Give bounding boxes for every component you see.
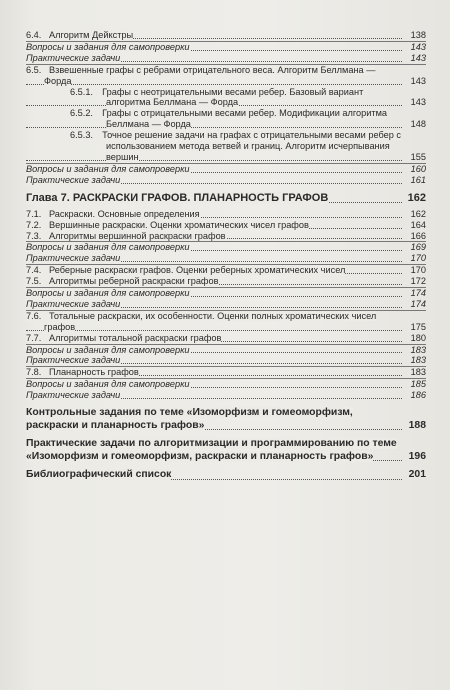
toc-entry-title: 7.1. Раскраски. Основные определения	[26, 208, 200, 219]
toc-entry-title: Вопросы и задания для самопроверки	[26, 163, 190, 174]
toc-page-number: 162	[410, 208, 426, 219]
toc-page-number: 143	[410, 97, 426, 108]
toc-entry-title: Практические задачи	[26, 355, 121, 366]
toc-page-number: 162	[407, 191, 426, 204]
toc-entry-title: 6.5.1. Графы с неотрицательными весами ребер. Базовый вариант алгоритма Беллмана — Форда	[70, 86, 364, 108]
toc-page-number: 155	[410, 151, 426, 162]
toc-entry	[26, 438, 426, 463]
toc-entry	[26, 231, 426, 242]
toc-page-number: 164	[410, 219, 426, 230]
toc-entry	[26, 333, 426, 344]
toc-page-number: 186	[410, 390, 426, 401]
toc-entry	[26, 30, 426, 41]
toc-entry-title: Библиографический список	[26, 469, 172, 481]
toc-page-number: 160	[410, 163, 426, 174]
toc-entry-title: Вопросы и задания для самопроверки	[26, 379, 190, 390]
toc-entry	[26, 87, 426, 109]
toc-entry-title: 7.4. Реберные раскраски графов. Оценки реберных хроматических чисел	[26, 265, 346, 276]
toc-page-number: 143	[410, 41, 426, 52]
toc-entry-title: Практические задачи	[26, 298, 121, 309]
toc-entry-title: 6.5.2. Графы с отрицательными весами ребер. Модификации алгоритма Беллмана — Форда	[70, 108, 388, 130]
toc-page-number: 148	[410, 119, 426, 130]
toc-page-number: 183	[410, 367, 426, 378]
toc-entry	[26, 192, 426, 205]
toc-entry	[26, 241, 426, 253]
toc-page-number: 170	[410, 253, 426, 264]
toc-entry	[26, 264, 426, 276]
toc-entry	[26, 209, 426, 220]
toc-page-number: 201	[408, 469, 426, 481]
toc-entry	[26, 130, 426, 163]
toc-entry	[26, 276, 426, 287]
toc-entry-title: Контрольные задания по теме «Изоморфизм и гомеоморфизм, раскраски и планарность графов»	[26, 407, 353, 431]
toc-page-number: 188	[408, 419, 426, 431]
toc-page-number: 175	[410, 321, 426, 332]
toc-entry	[26, 366, 426, 378]
toc-entry	[26, 310, 426, 333]
toc-page-number: 180	[410, 332, 426, 343]
toc-entry	[26, 355, 426, 366]
toc-page-number: 196	[408, 450, 426, 462]
toc-entry	[26, 163, 426, 175]
toc-entry	[26, 175, 426, 186]
toc-entry	[26, 108, 426, 130]
toc-page-number: 174	[410, 288, 426, 299]
toc-entry	[26, 53, 426, 64]
toc-entry-title: Практические задачи по алгоритмизации и программированию по теме «Изоморфизм и гомеоморфизм, раскраски и планарность графов»	[26, 438, 397, 462]
toc-entry-title: 6.5. Взвешенные графы с ребрами отрицательного веса. Алгоритм Беллмана — Форда	[26, 64, 376, 86]
toc-entry-title: 7.2. Вершинные раскраски. Оценки хроматических чисел графов	[26, 219, 309, 230]
toc-page-number: 143	[410, 52, 426, 63]
toc-entry-title: Вопросы и задания для самопроверки	[26, 242, 190, 253]
toc-entry	[26, 344, 426, 356]
toc-page-number: 183	[410, 355, 426, 366]
toc-entry-title: Вопросы и задания для самопроверки	[26, 288, 190, 299]
toc-entry-title: Практические задачи	[26, 52, 121, 63]
toc-entry	[26, 64, 426, 87]
toc-entry-title: Вопросы и задания для самопроверки	[26, 344, 190, 355]
toc-page-number: 183	[410, 344, 426, 355]
toc-entry-title: 7.3. Алгоритмы вершинной раскраски графов	[26, 230, 226, 241]
toc-entry-title: Практические задачи	[26, 174, 121, 185]
toc-entry-title: 7.5. Алгоритмы реберной раскраски графов	[26, 276, 219, 287]
toc-entry	[26, 378, 426, 390]
toc-entry	[26, 390, 426, 401]
toc-page-number: 169	[410, 242, 426, 253]
toc-entry-title: 7.6. Тотальные раскраски, их особенности. Оценки полных хроматических чисел графов	[26, 310, 377, 332]
toc-entry	[26, 41, 426, 53]
toc-page-number: 143	[410, 75, 426, 86]
toc-entry-title: 6.5.3. Точное решение задачи на графах с отрицательными весами ребер с использованием метода ветвей и границ. Алгоритм исчерпывания вершин	[70, 130, 401, 162]
toc-entry	[26, 407, 426, 432]
toc-page-number: 185	[410, 379, 426, 390]
toc-entry	[26, 253, 426, 264]
toc-entry-title: Практические задачи	[26, 253, 121, 264]
table-of-contents	[26, 30, 426, 482]
toc-page-number: 172	[410, 276, 426, 287]
toc-entry	[26, 469, 426, 482]
toc-entry-title: 6.4. Алгоритм Дейкстры	[26, 30, 134, 40]
toc-entry-title: Вопросы и задания для самопроверки	[26, 41, 190, 52]
toc-entry-title: 7.8. Планарность графов	[26, 367, 139, 378]
toc-entry-title: Практические задачи	[26, 390, 121, 401]
toc-page-number: 138	[410, 30, 426, 40]
toc-entry	[26, 299, 426, 310]
toc-page-number: 166	[410, 230, 426, 241]
toc-entry	[26, 220, 426, 231]
toc-entry	[26, 287, 426, 299]
toc-page-number: 170	[410, 265, 426, 276]
toc-page-number: 161	[410, 174, 426, 185]
toc-page-number: 174	[410, 298, 426, 309]
toc-entry-title: 7.7. Алгоритмы тотальной раскраски графов	[26, 332, 222, 343]
toc-entry-title: Глава 7. РАСКРАСКИ ГРАФОВ. ПЛАНАРНОСТЬ ГРАФОВ	[26, 191, 329, 204]
